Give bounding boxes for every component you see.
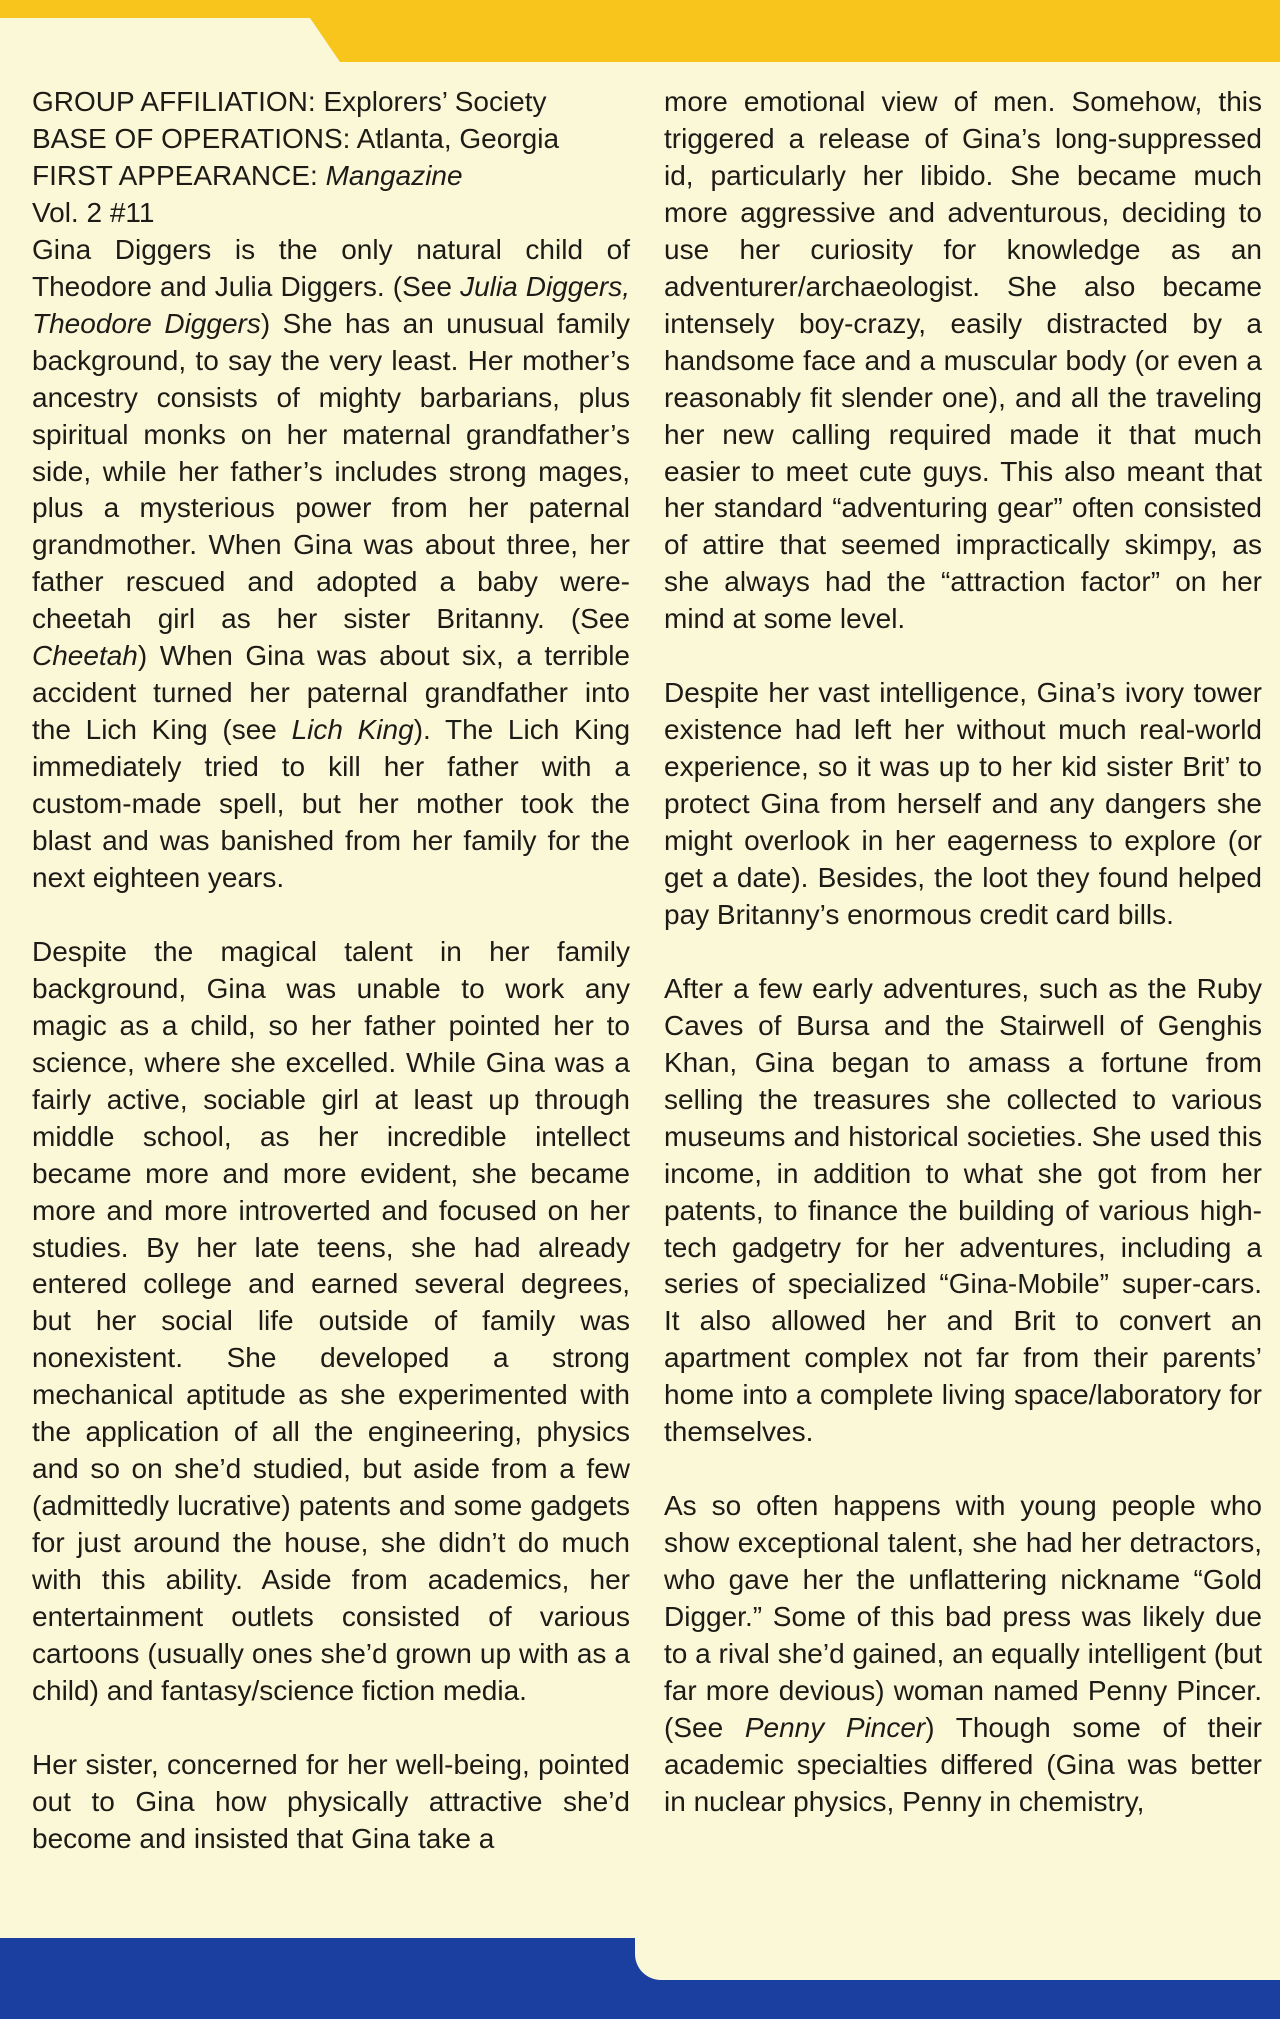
- bio-p1-ref-cheetah: Cheetah: [32, 640, 138, 672]
- right-column: [664, 84, 1262, 1821]
- base-of-operations-label: BASE OF OPERATIONS:: [32, 122, 351, 154]
- bio-p1-text-d: ). The Lich King immediately tried to kill her father with a custom-made spell, but her mother took the blast and was banished from her family for the next eighteen years.: [32, 714, 631, 894]
- bio-paragraph-1: [32, 232, 630, 897]
- bio-p1-text-c: ) When Gina was about six, a terrible accident turned her paternal grandfather into the Lich King (see: [32, 640, 630, 746]
- base-of-operations-line: [32, 121, 630, 158]
- bio-paragraph-3: Her sister, concerned for her well-being, pointed out to Gina how physically attractive she’d become and insisted that Gina take a: [32, 1748, 630, 1854]
- bio-p7-text-a: As so often happens with young people who show exceptional talent, she had her detractors, who gave her the unflattering nickname “Gold Digger.” Some of this bad press was likely due to a rival she’d gained, an equally intelligent (but far more devious) woman named Penny Pincer. (See: [664, 1490, 1262, 1743]
- bio-paragraph-7: [664, 1488, 1262, 1821]
- bio-p7-text-b: ) Though some of their academic specialties differed (Gina was better in nuclear physics, Penny in chemistry,: [664, 1711, 1262, 1817]
- bio-paragraph-4: more emotional view of men. Somehow, this triggered a release of Gina’s long-suppressed id, particularly her libido. She became much more aggressive and adventurous, deciding to use her curiosity for knowledge as an adventurer/archaeologist. She also became intensely boy-crazy, easily distracted by a handsome face and a muscular body (or even a reasonably fit slender one), and all the traveling her new calling required made it that much easier to meet cute guys. This also meant that her standard “adventuring gear” often consisted of attire that seemed impractically skimpy, as she always had the “attraction factor” on her mind at some level.: [664, 86, 1262, 635]
- first-appearance-title: Mangazine: [325, 159, 463, 191]
- bio-p1-text-a: Gina Diggers is the only natural child of Theodore and Julia Diggers. (See: [32, 233, 630, 302]
- group-affiliation-line: [32, 84, 630, 121]
- left-column: [32, 84, 630, 1858]
- bio-p7-ref-penny-pincer: Penny Pincer: [744, 1711, 926, 1743]
- first-appearance-label: FIRST APPEARANCE:: [32, 159, 318, 191]
- bio-p1-text-b: ) She has an unusual family background, to say the very least. Her mother’s ancestry consists of mighty barbarians, plus spiritual monks on her maternal grandfather’s side, while her father’s includes strong mages, plus a mysterious power from her paternal grandmother. When Gina was about three, her father rescued and adopted a baby were-cheetah girl as her sister Britanny. (See: [32, 307, 631, 635]
- base-of-operations-value: Atlanta, Georgia: [356, 122, 560, 154]
- bio-paragraph-5: Despite her vast intelligence, Gina’s ivory tower existence had left her without much real-world experience, so it was up to her kid sister Brit’ to protect Gina from herself and any dangers she might overlook in her eagerness to explore (or get a date). Besides, the loot they found helped pay Britanny’s enormous credit card bills.: [664, 677, 1262, 930]
- group-affiliation-value: Explorers’ Society: [323, 86, 547, 117]
- first-appearance-line: [32, 158, 472, 232]
- first-appearance-issue: Vol. 2 #11: [32, 196, 155, 228]
- group-affiliation-label: GROUP AFFILIATION:: [32, 86, 316, 117]
- bio-p1-ref-lich-king: Lich King: [291, 714, 414, 746]
- header-block: [32, 84, 630, 232]
- bio-paragraph-2: Despite the magical talent in her family background, Gina was unable to work any magic as a child, so her father pointed her to science, where she excelled. While Gina was a fairly active, sociable girl at least up through middle school, as her incredible intellect became more and more evident, she became more and more introverted and focused on her studies. By her late teens, she had already entered college and earned several degrees, but her social life outside of family was nonexistent. She developed a strong mechanical aptitude as she experimented with the application of all the engineering, physics and so on she’d studied, but aside from a few (admittedly lucrative) patents and some gadgets for just around the house, she didn’t do much with this ability. Aside from academics, her entertainment outlets consisted of various cartoons (usually ones she’d grown up with as a child) and fantasy/science fiction media.: [32, 935, 630, 1706]
- bio-p1-ref-julia-theodore: Julia Diggers, Theodore Diggers: [32, 270, 631, 339]
- bottom-page-tab: [635, 1910, 1280, 1980]
- bio-paragraph-6: After a few early adventures, such as the Ruby Caves of Bursa and the Stairwell of Genghis Khan, Gina began to amass a fortune from selling the treasures she collected to various museums and historical societies. She used this income, in addition to what she got from her patents, to finance the building of various high-tech gadgetry for her adventures, including a series of specialized “Gina-Mobile” super-cars. It also allowed her and Brit to convert an apartment complex not far from their parents’ home into a complete living space/laboratory for themselves.: [664, 972, 1262, 1448]
